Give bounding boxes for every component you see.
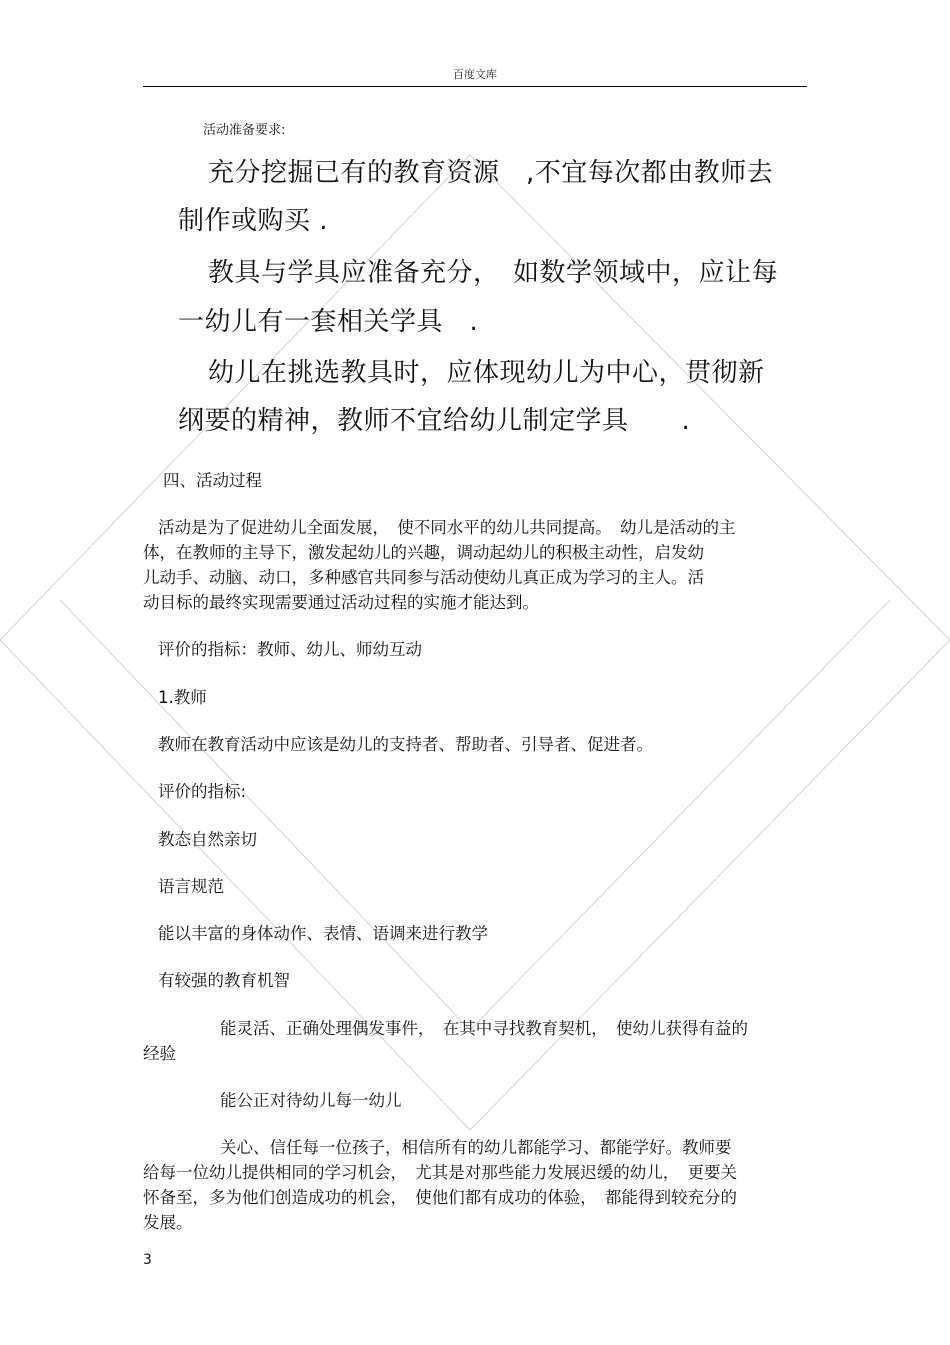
indicator-item: 有较强的教育机智 <box>158 971 290 990</box>
teacher-heading: 1.教师 <box>158 688 207 707</box>
flex-line: 经验 <box>143 1044 176 1063</box>
indicators-line: 评价的指标：教师、幼儿、师幼互动 <box>158 640 422 659</box>
process-line: 儿动手、动脑、动口，多种感官共同参与活动使幼儿真正成为学习的主人。活 <box>143 568 704 587</box>
process-line: 活动是为了促进幼儿全面发展， 使不同水平的幼儿共同提高。 幼儿是活动的主 <box>158 518 736 537</box>
indicator-item: 语言规范 <box>158 877 224 896</box>
flex-line: 能灵活、正确处理偶发事件， 在其中寻找教育契机， 使幼儿获得有益的 <box>220 1019 748 1038</box>
care-line: 怀备至，多为他们创造成功的机会， 使他们都有成功的体验， 都能得到较充分的 <box>143 1188 737 1207</box>
care-line: 关心、信任每一位孩子，相信所有的幼儿都能学习、都能学好。教师要 <box>220 1138 732 1157</box>
header-rule <box>143 86 807 87</box>
prep-line: 充分挖掘已有的教育资源 ,不宜每次都由教师去 <box>208 158 774 188</box>
indicator-item: 教态自然亲切 <box>158 830 257 849</box>
page-header-title: 百度文库 <box>453 68 497 81</box>
care-line: 给每一位幼儿提供相同的学习机会， 尤其是对那些能力发展迟缓的幼儿， 更要关 <box>143 1163 737 1182</box>
prep-line: 一幼儿有一套相关学具 . <box>178 307 479 337</box>
section-heading: 四、活动过程 <box>163 471 262 490</box>
fair-line: 能公正对待幼儿每一幼儿 <box>220 1091 402 1110</box>
teacher-role: 教师在教育活动中应该是幼儿的支持者、帮助者、引导者、促进者。 <box>158 735 653 754</box>
prep-line: 制作或购买 . <box>178 206 329 236</box>
care-line: 发展。 <box>143 1213 193 1232</box>
prep-line: 纲要的精神，教师不宜给幼儿制定学具 . <box>178 406 691 436</box>
indicator-label: 评价的指标: <box>158 782 247 801</box>
page-number: 3 <box>143 1252 152 1268</box>
process-line: 动目标的最终实现需要通过活动过程的实施才能达到。 <box>143 593 539 612</box>
prep-line: 教具与学具应准备充分， 如数学领域中，应让每 <box>208 258 779 288</box>
prep-label: 活动准备要求: <box>203 123 286 138</box>
indicator-item: 能以丰富的身体动作、表情、语调来进行教学 <box>158 924 488 943</box>
prep-line: 幼儿在挑选教具时，应体现幼儿为中心，贯彻新 <box>208 358 765 388</box>
process-line: 体，在教师的主导下，激发起幼儿的兴趣，调动起幼儿的积极主动性，启发幼 <box>143 543 704 562</box>
